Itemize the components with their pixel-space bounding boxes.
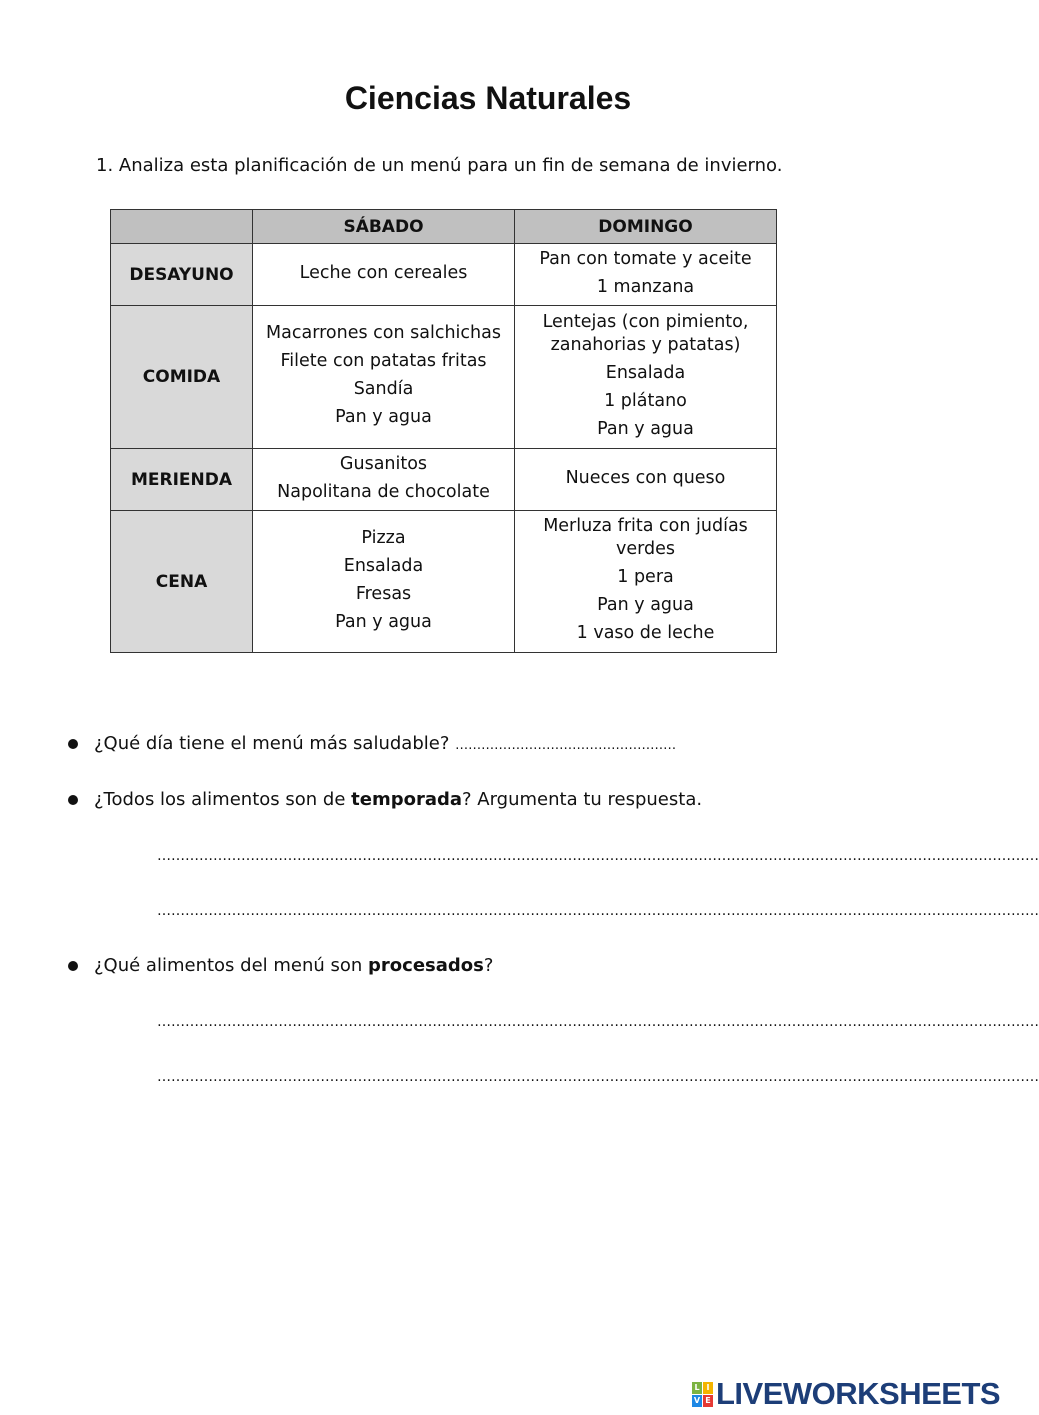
- menu-item: Napolitana de chocolate: [277, 481, 490, 502]
- meal-label: DESAYUNO: [111, 244, 253, 306]
- cell-domingo: [515, 511, 777, 653]
- cell-domingo: [515, 449, 777, 511]
- menu-item: Leche con cereales: [299, 262, 468, 283]
- page-title: Ciencias Naturales: [344, 80, 632, 116]
- answer-line-3a[interactable]: ………………………………………………………………………………………………………………………………………………………………………: [157, 1014, 1039, 1030]
- liveworksheets-logo: L I V E LIVEWORKSHEETS: [693, 1376, 1001, 1411]
- cell-sabado: [253, 511, 515, 653]
- table-row: [111, 306, 777, 449]
- cell-sabado: [253, 244, 515, 306]
- menu-item: 1 manzana: [596, 276, 695, 297]
- menu-item: Pan y agua: [335, 407, 432, 427]
- menu-item: Pan y agua: [597, 595, 694, 615]
- menu-item: Filete con patatas fritas: [280, 351, 487, 371]
- bullet-icon: [68, 961, 78, 971]
- table-row: [111, 511, 777, 653]
- logo-blocks-icon: L I V E: [692, 1382, 713, 1407]
- menu-item: Nueces con queso: [565, 467, 726, 488]
- menu-item: Fresas: [355, 583, 412, 604]
- table-header-row: [111, 210, 777, 244]
- meal-label: COMIDA: [111, 306, 253, 449]
- meal-label: CENA: [111, 511, 253, 653]
- menu-item: Sandía: [353, 379, 414, 399]
- menu-item: Merluza frita con judías verdes: [543, 516, 748, 559]
- cell-domingo: [515, 244, 777, 306]
- menu-table: [110, 209, 777, 653]
- header-sabado: SÁBADO: [253, 210, 515, 244]
- bullet-icon: [68, 739, 78, 749]
- question-1: ¿Qué día tiene el menú más saludable? ……………………………………………: [68, 733, 676, 754]
- menu-item: Pan y agua: [597, 418, 694, 439]
- question-3: ¿Qué alimentos del menú son procesados?: [68, 955, 493, 976]
- cell-domingo: [515, 306, 777, 449]
- menu-item: 1 plátano: [604, 390, 687, 411]
- menu-item: Macarrones con salchichas: [266, 323, 501, 343]
- answer-field-day[interactable]: ……………………………………………: [455, 738, 677, 753]
- menu-item: Gusanitos: [339, 453, 428, 474]
- table-row: [111, 244, 777, 306]
- answer-line-2a[interactable]: ………………………………………………………………………………………………………………………………………………………………………: [157, 848, 1039, 864]
- bullet-icon: [68, 795, 78, 805]
- menu-item: Ensalada: [343, 555, 424, 576]
- menu-item: 1 pera: [617, 567, 674, 587]
- question-2: ¿Todos los alimentos son de temporada? Argumenta tu respuesta.: [68, 789, 702, 810]
- cell-sabado: [253, 449, 515, 511]
- cell-sabado: [253, 306, 515, 449]
- menu-item: 1 vaso de leche: [576, 623, 715, 643]
- menu-item: Lentejas (con pimiento, zanahorias y patatas): [542, 311, 749, 355]
- answer-line-3b[interactable]: ………………………………………………………………………………………………………………………………………………………………………: [157, 1069, 1039, 1085]
- meal-label: MERIENDA: [111, 449, 253, 511]
- menu-item: Pan y agua: [335, 611, 432, 632]
- header-domingo: DOMINGO: [515, 210, 777, 244]
- exercise-instruction: 1. Analiza esta planificación de un menú para un fin de semana de invierno.: [96, 155, 783, 176]
- menu-item: Ensalada: [605, 362, 686, 383]
- table-row: [111, 449, 777, 511]
- menu-item: Pizza: [361, 527, 406, 548]
- answer-line-2b[interactable]: ………………………………………………………………………………………………………………………………………………………………………: [157, 903, 1039, 919]
- menu-item: Pan con tomate y aceite: [539, 248, 752, 269]
- header-empty: [111, 210, 253, 244]
